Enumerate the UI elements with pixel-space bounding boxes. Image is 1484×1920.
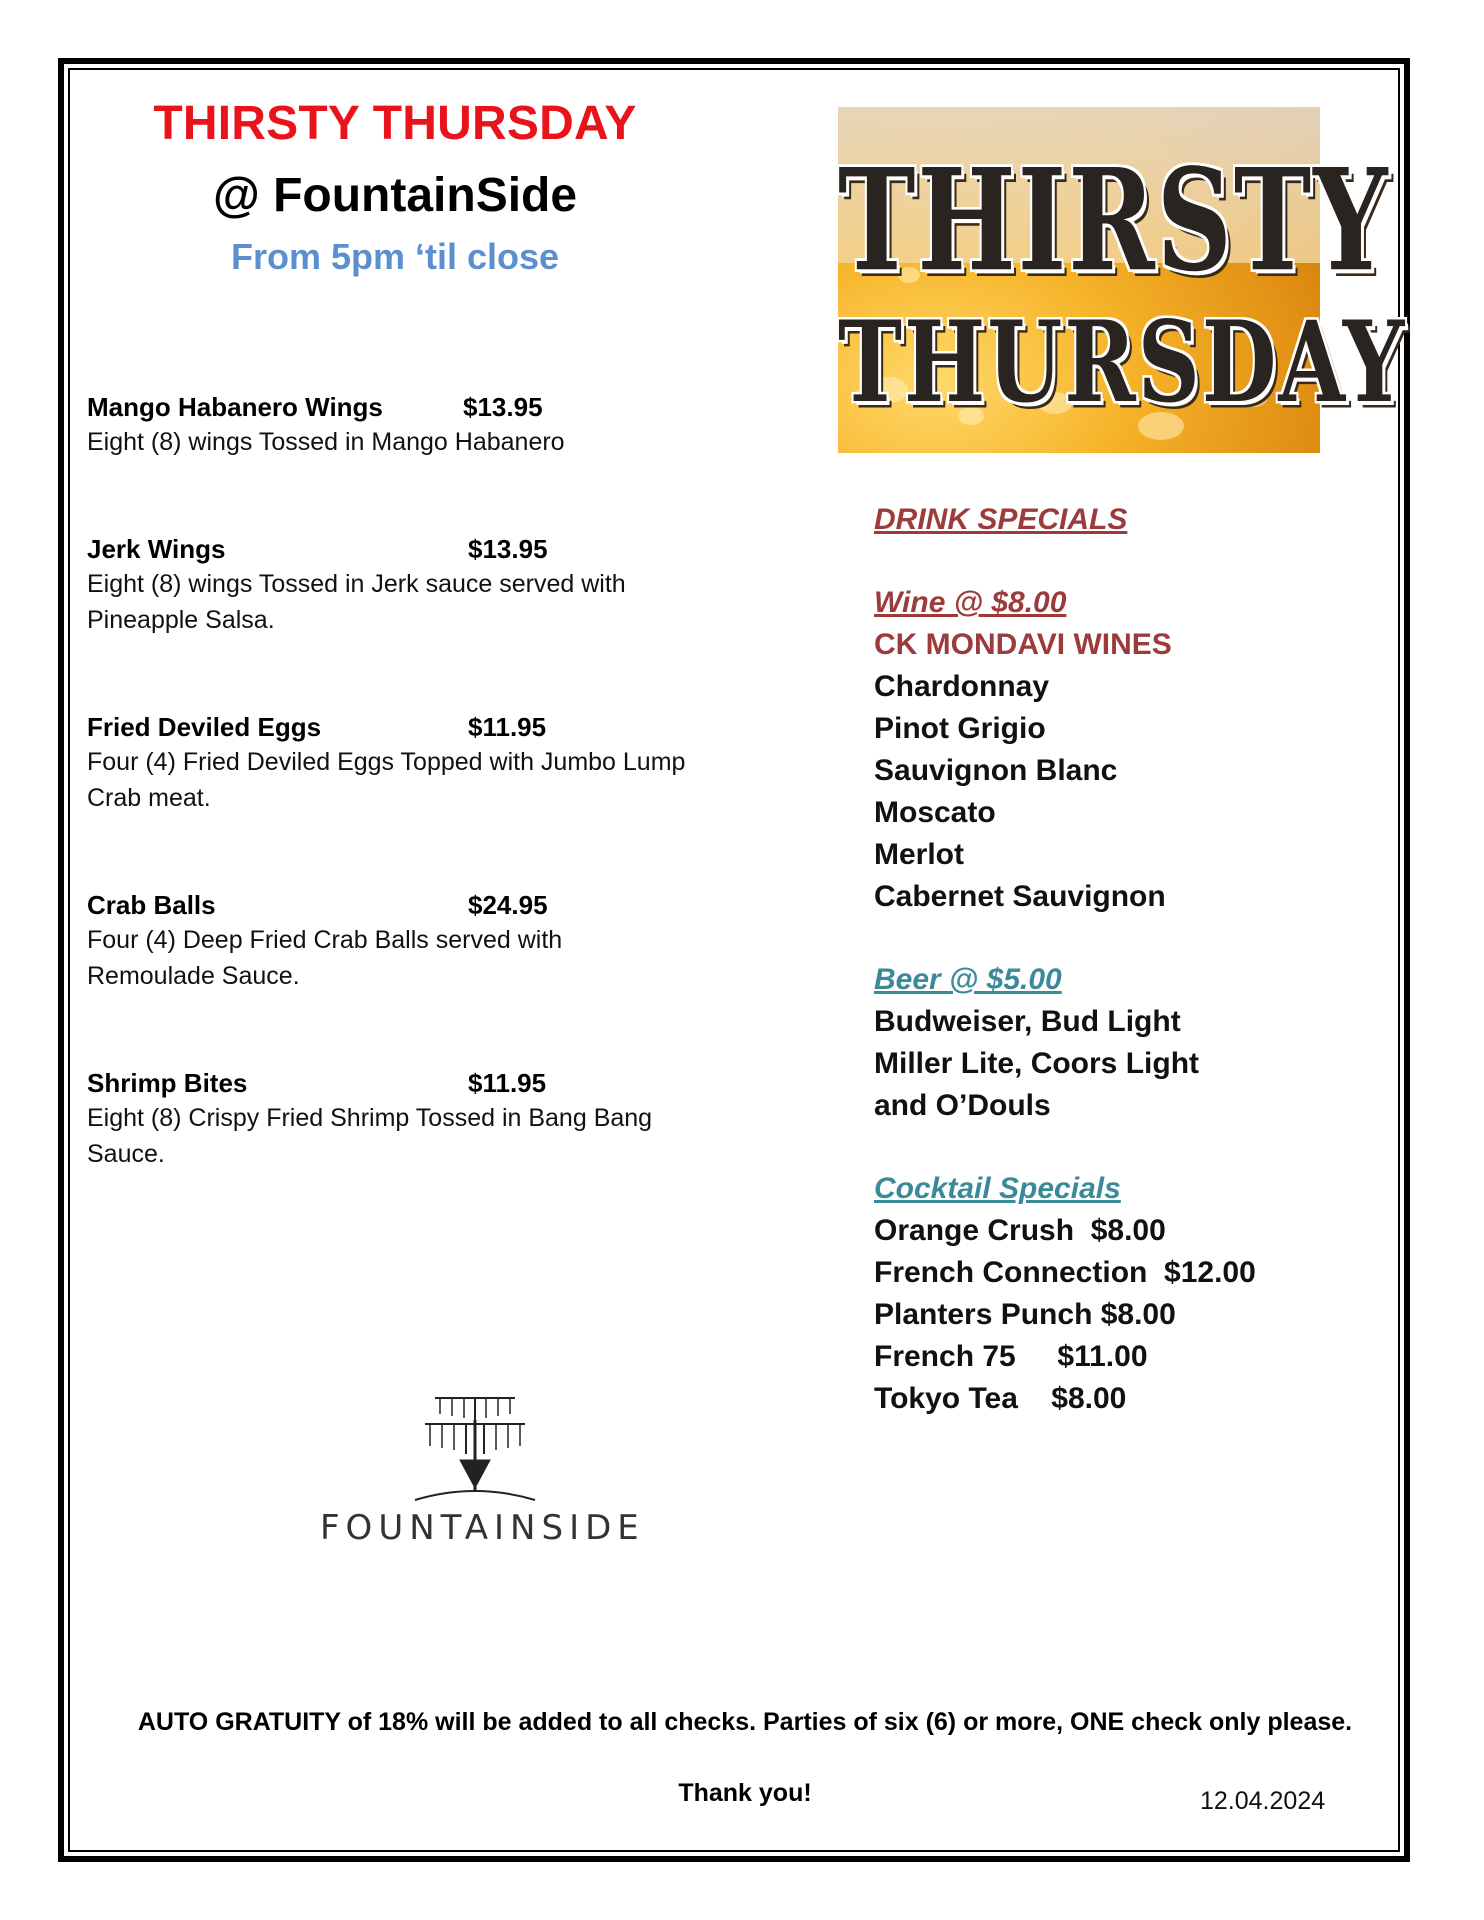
food-item-desc: Eight (8) wings Tossed in Mango Habanero [87, 428, 565, 456]
cocktail-item: Orange Crush $8.00 [874, 1214, 1166, 1247]
wine-item: Chardonnay [874, 670, 1050, 703]
food-item-name: Fried Deviled Eggs [87, 712, 322, 742]
food-item-price: $11.95 [468, 712, 547, 742]
drink-specials-heading: DRINK SPECIALS [874, 503, 1128, 536]
food-item-desc: Four (4) Deep Fried Crab Balls served with Remoulade Sauce. [87, 926, 563, 990]
cocktail-item: French Connection $12.00 [874, 1256, 1256, 1289]
beer-item: and O’Douls [874, 1089, 1051, 1122]
food-item-price: $24.95 [468, 890, 548, 920]
beer-item: Miller Lite, Coors Light [874, 1047, 1200, 1080]
wine-brand: CK MONDAVI WINES [874, 628, 1172, 661]
food-item-name: Mango Habanero Wings [87, 392, 383, 422]
hours-text: From 5pm ‘til close [230, 236, 560, 277]
beer-heading: Beer @ $5.00 [874, 963, 1062, 996]
wine-item: Cabernet Sauvignon [874, 880, 1166, 913]
cocktail-item: Planters Punch $8.00 [874, 1298, 1176, 1331]
thirsty-thursday-banner-image [838, 107, 1407, 453]
thank-you-text: Thank you! [678, 1779, 812, 1807]
banner-word-thirsty: THIRSTY [838, 137, 1390, 304]
cocktail-heading: Cocktail Specials [874, 1172, 1121, 1205]
wine-item: Sauvignon Blanc [874, 754, 1118, 787]
wine-item: Moscato [874, 796, 996, 829]
food-item-desc: Eight (8) wings Tossed in Jerk sauce served with Pineapple Salsa. [87, 570, 626, 634]
cocktail-item: French 75 $11.00 [874, 1340, 1148, 1373]
food-item-desc: Eight (8) Crispy Fried Shrimp Tossed in Bang Bang Sauce. [87, 1104, 653, 1168]
fountainside-logo [320, 1390, 645, 1550]
wine-item: Merlot [874, 838, 964, 871]
menu-title: THIRSTY THURSDAY [153, 97, 637, 150]
food-item-name: Jerk Wings [87, 534, 226, 564]
food-item-price: $13.95 [463, 392, 543, 422]
menu-date: 12.04.2024 [1200, 1787, 1326, 1815]
food-item-name: Crab Balls [87, 890, 216, 920]
banner-word-thursday: THURSDAY [838, 297, 1407, 429]
food-item-price: $11.95 [468, 1068, 547, 1098]
venue-name: @ FountainSide [212, 169, 578, 222]
cocktail-item: Tokyo Tea $8.00 [874, 1382, 1127, 1415]
gratuity-notice: AUTO GRATUITY of 18% will be added to all checks. Parties of six (6) or more, ONE check only please. [137, 1708, 1353, 1736]
logo-wordmark: FOUNTAINSIDE [320, 1508, 645, 1548]
food-item-desc: Four (4) Fried Deviled Eggs Topped with Jumbo Lump Crab meat. [87, 748, 686, 812]
food-item-price: $13.95 [468, 534, 548, 564]
fountain-icon [320, 1390, 630, 1510]
beer-item: Budweiser, Bud Light [874, 1005, 1181, 1038]
wine-heading: Wine @ $8.00 [874, 586, 1067, 619]
food-item-name: Shrimp Bites [87, 1068, 248, 1098]
wine-item: Pinot Grigio [874, 712, 1046, 745]
